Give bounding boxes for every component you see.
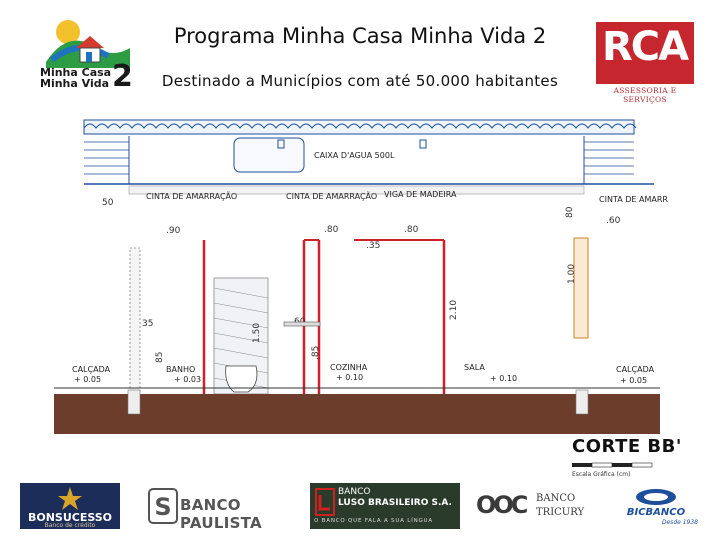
scale-bar [572,458,652,470]
dim-150: 1.50 [252,322,262,343]
dim-90a: .90 [166,226,181,236]
mcmv-line1: Minha Casa [40,66,112,79]
bonsucesso-tagline: Banco de crédito [44,522,96,529]
bicbanco-emblem-icon [634,487,678,507]
bonsucesso-logo [20,483,120,529]
label-viga: VIGA DE MADEIRA [384,190,457,199]
dim-85b: .85 [311,345,321,360]
page-subtitle: Destinado a Municípios com até 50.000 habitantes [161,72,559,90]
label-calcada-right: CALÇADA [616,365,655,374]
level-calcada-left: + 0.05 [74,375,102,384]
dim-60: .60 [606,216,621,226]
scale-label: Escala Gráfica (cm) [572,471,631,478]
page-title: Programa Minha Casa Minha Vida 2 [173,24,547,48]
bicbanco-tagline: Desde 1938 [661,519,698,526]
roof-hatch-right [584,142,634,174]
dim-90b: .80 [324,225,339,235]
dim-100: 1.00 [567,263,577,284]
level-banho: + 0.03 [174,375,202,384]
luso-line1: BANCO [338,487,371,497]
left-wall [130,248,140,394]
rca-tagline: ASSESSORIA E SERVIÇOS [613,86,677,104]
mcmv-line2: Minha Vida [40,77,110,90]
dim-80: 80 [565,206,575,218]
dim-210: 2.10 [449,299,459,320]
water-tank [234,138,304,172]
tricury-line2: TRICURY [536,507,585,518]
tricury-mark: OOC [476,491,526,519]
svg-text:S: S [154,493,172,521]
luso-brasileiro-logo [310,483,460,529]
rca-logo-text: RCA [602,24,688,70]
label-banho: BANHO [166,365,196,374]
bicbanco-name: BICBANCO [626,507,686,518]
mcmv-number: 2 [112,59,133,94]
label-cinta-mid: CINTA DE AMARRAÇÃO [286,192,378,201]
tricury-line1: BANCO [536,493,576,504]
banco-tricury-logo [474,483,588,529]
bicbanco-logo [610,483,700,529]
banco-paulista-logo [146,483,284,532]
kitchen-sink [284,322,320,326]
label-cinta-right: CINTA DE AMARR [599,195,668,204]
section-drawing [54,98,668,434]
label-caixa: CAIXA D'AGUA 500L [314,151,395,160]
dim-85: 85 [155,351,165,363]
label-cinta-left: CINTA DE AMARRAÇÃO [146,192,238,201]
dim-50: 50 [102,198,114,208]
luso-line2: LUSO BRASILEIRO S.A. [338,498,452,508]
level-calcada-right: + 0.05 [620,376,648,385]
bonsucesso-name: BONSUCESSO [27,511,113,524]
level-sala: + 0.10 [490,374,518,383]
label-calcada-left: CALÇADA [72,365,111,374]
banco-paulista-name: BANCO PAULISTA [180,496,262,532]
ground [54,394,660,434]
dim-90c: .80 [404,225,419,235]
roof-hatch-left [84,142,129,174]
roof-tiles [84,120,636,134]
section-title: CORTE BB' [572,436,682,457]
level-cozinha: + 0.10 [336,373,364,382]
luso-tagline: O BANCO QUE FALA A SUA LÍNGUA [314,518,433,524]
label-sala: SALA [464,363,485,372]
mcmv-logo-text [40,67,111,89]
dim-35: .35 [366,241,381,251]
label-cozinha: COZINHA [330,363,368,372]
dim-35b: 35 [142,319,154,329]
